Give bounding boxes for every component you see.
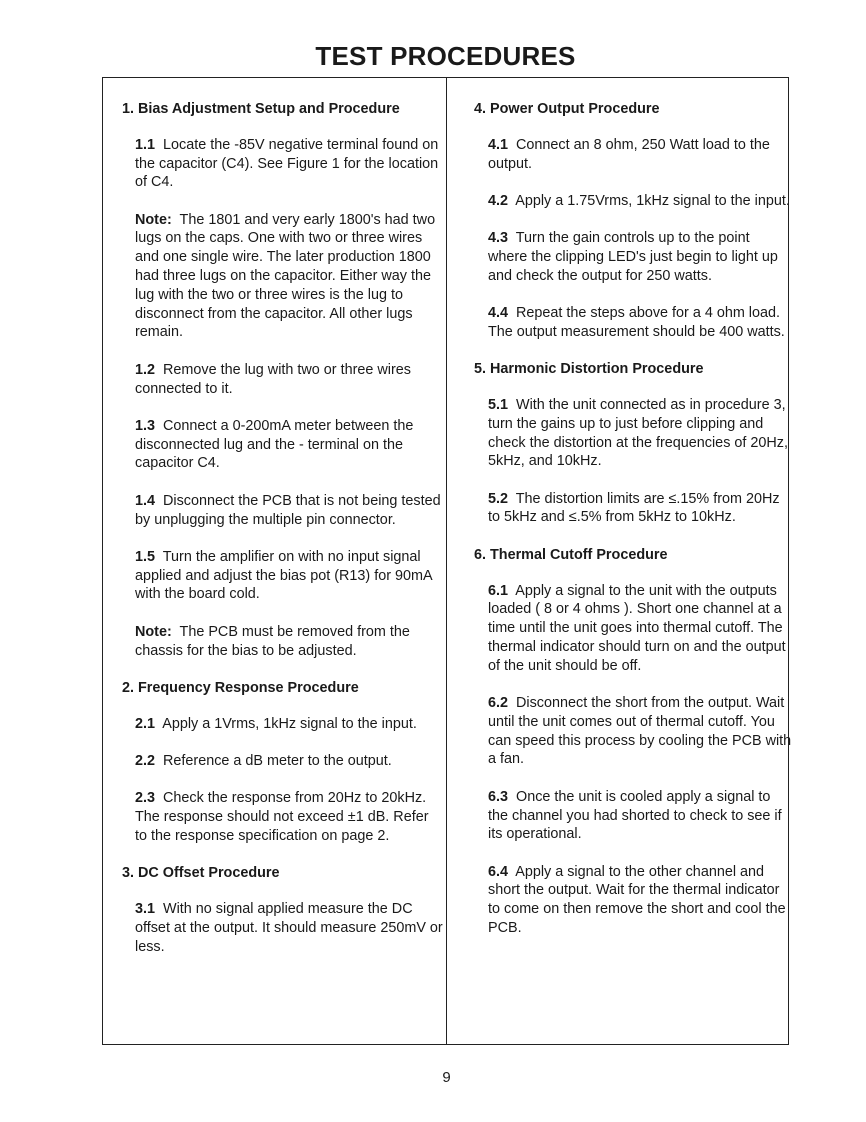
step-text: Apply a 1.75Vrms, 1kHz signal to the input.	[515, 192, 790, 209]
step-number: 5.2	[488, 490, 509, 507]
left-column	[122, 100, 444, 975]
step-text: Reference a dB meter to the output.	[163, 752, 392, 769]
step-number: 4.4	[488, 305, 509, 322]
step-text: Apply a signal to the other channel and short the output. Wait for the thermal indicator to come on then remove the short and cool the PCB.	[488, 863, 786, 936]
step-4-4	[488, 304, 792, 342]
section-heading: 5. Harmonic Distortion Procedure	[474, 361, 704, 378]
step-6-1	[488, 582, 792, 676]
step-number: 5.1	[488, 396, 509, 413]
note-text: The 1801 and very early 1800's had two lugs on the caps. One with two or three wires and one single wire. The later production 1800 had three lugs on the capacitor. Either way the lug with the two or three wires is the lug to disconnect from the capacitor. All other lugs remain.	[135, 211, 436, 341]
step-text: Turn the amplifier on with no input signal applied and adjust the bias pot (R13) for 90mA with the board cold.	[135, 548, 432, 603]
step-text: Disconnect the short from the output. Wait until the unit comes out of thermal cutoff. You can speed this process by cooling the PCB with a fan.	[488, 695, 792, 768]
section-heading: 2. Frequency Response Procedure	[122, 679, 359, 696]
section-frequency-response	[122, 679, 444, 846]
note-text: The PCB must be removed from the chassis for the bias to be adjusted.	[135, 623, 410, 659]
step-6-2	[488, 694, 792, 769]
step-number: 2.3	[135, 790, 156, 807]
step-1-1	[135, 136, 444, 192]
step-number: 1.1	[135, 136, 156, 153]
step-3-1	[135, 900, 444, 956]
section-harmonic-distortion	[474, 360, 792, 527]
step-text: Connect an 8 ohm, 250 Watt load to the output.	[488, 136, 770, 172]
column-divider	[446, 77, 447, 1045]
step-text: Once the unit is cooled apply a signal to the channel you had shorted to check to see if its operational.	[488, 788, 782, 843]
step-5-1	[488, 396, 792, 471]
step-number: 1.2	[135, 361, 156, 378]
step-text: With no signal applied measure the DC offset at the output. It should measure 250mV or less.	[135, 900, 443, 955]
section-heading: 6. Thermal Cutoff Procedure	[474, 546, 668, 563]
section-heading: 3. DC Offset Procedure	[122, 865, 280, 882]
step-text: Remove the lug with two or three wires connected to it.	[135, 361, 411, 397]
step-4-2	[488, 192, 792, 211]
step-number: 2.1	[135, 715, 156, 732]
step-2-3	[135, 789, 444, 845]
step-text: Turn the gain controls up to the point where the clipping LED's just begin to light up and check the output for 250 watts.	[488, 230, 778, 284]
step-number: 6.2	[488, 695, 509, 712]
step-number: 4.3	[488, 230, 509, 247]
step-text: Apply a 1Vrms, 1kHz signal to the input.	[162, 715, 417, 732]
step-text: Locate the -85V negative terminal found on the capacitor (C4). See Figure 1 for the location of C4.	[135, 136, 439, 191]
step-6-3	[488, 788, 792, 844]
step-text: Disconnect the PCB that is not being tested by unplugging the multiple pin connector.	[135, 492, 441, 528]
page-number: 9	[442, 1069, 451, 1086]
section-bias-adjustment	[122, 100, 444, 660]
right-column	[474, 100, 792, 956]
step-number: 3.1	[135, 900, 156, 917]
step-number: 4.1	[488, 136, 509, 153]
section-heading: 4. Power Output Procedure	[474, 101, 660, 117]
note-label: Note:	[135, 211, 172, 228]
step-6-4	[488, 863, 792, 938]
step-number: 1.4	[135, 492, 156, 509]
note-pcb-removal	[135, 623, 444, 661]
step-text: The distortion limits are ≤.15% from 20Hz to 5kHz and ≤.5% from 5kHz to 10kHz.	[488, 490, 780, 526]
step-text: Check the response from 20Hz to 20kHz. The response should not exceed ±1 dB. Refer to the response specification on page 2.	[135, 790, 429, 844]
step-5-2	[488, 490, 792, 528]
note-lugs	[135, 211, 444, 343]
note-label: Note:	[135, 623, 172, 640]
step-2-1	[135, 715, 444, 734]
step-text: Repeat the steps above for a 4 ohm load. The output measurement should be 400 watts.	[488, 305, 785, 340]
step-1-4	[135, 492, 444, 530]
step-1-2	[135, 361, 444, 399]
section-heading: 1. Bias Adjustment Setup and Procedure	[122, 101, 400, 117]
step-number: 6.4	[488, 863, 509, 880]
section-power-output	[474, 100, 792, 342]
section-dc-offset	[122, 864, 444, 956]
step-number: 4.2	[488, 192, 509, 209]
step-text: Apply a signal to the unit with the outputs loaded ( 8 or 4 ohms ). Short one channel at a time until the unit goes into thermal cutoff. The thermal indicator should turn on and the output of the unit should be off.	[488, 582, 786, 674]
page-title: TEST PROCEDURES	[315, 41, 576, 71]
step-4-1	[488, 136, 792, 174]
step-number: 6.1	[488, 582, 509, 599]
section-thermal-cutoff	[474, 546, 792, 938]
step-2-2	[135, 752, 444, 771]
step-4-3	[488, 229, 792, 285]
step-text: Connect a 0-200mA meter between the disconnected lug and the - terminal on the capacitor C4.	[135, 417, 414, 472]
step-number: 1.5	[135, 548, 156, 565]
step-number: 1.3	[135, 417, 156, 434]
step-1-5	[135, 548, 444, 604]
step-text: With the unit connected as in procedure 3, turn the gains up to just before clipping and check the distortion at the frequencies of 20Hz, 5kHz, and 10kHz.	[488, 396, 788, 470]
step-number: 6.3	[488, 788, 509, 805]
step-1-3	[135, 417, 444, 473]
step-number: 2.2	[135, 752, 156, 769]
